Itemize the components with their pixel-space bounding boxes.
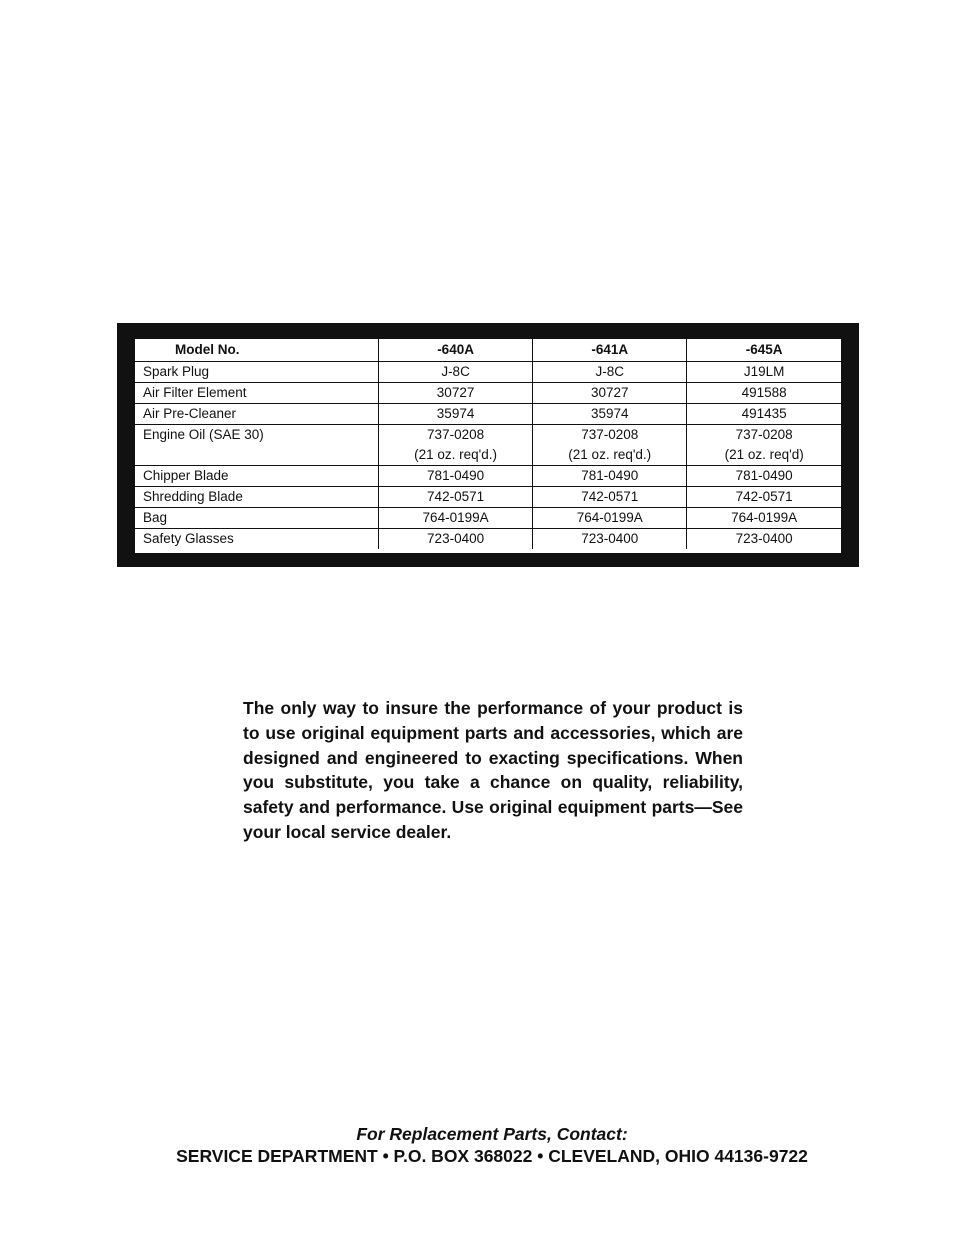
part-name-cell: Shredding Blade xyxy=(135,487,379,508)
part-number: 737-0208 xyxy=(581,427,639,442)
part-number: J-8C xyxy=(441,364,470,379)
part-number-cell xyxy=(533,362,687,383)
part-number-cell xyxy=(687,383,841,404)
header-model-no: Model No. xyxy=(135,339,379,362)
parts-table-frame xyxy=(117,323,859,567)
quantity-note: (21 oz. req'd.) xyxy=(414,447,498,462)
part-number-cell xyxy=(379,383,533,404)
part-number-cell xyxy=(533,404,687,425)
part-number: 742-0571 xyxy=(581,489,639,504)
part-number-cell xyxy=(533,383,687,404)
part-number: 35974 xyxy=(436,406,475,421)
table-row xyxy=(135,466,841,487)
part-number: 737-0208 xyxy=(427,427,485,442)
header-model-640a: -640A xyxy=(379,339,533,362)
table-row xyxy=(135,425,841,466)
part-number-cell xyxy=(379,508,533,529)
table-row xyxy=(135,529,841,550)
table-row xyxy=(135,508,841,529)
table-header-row xyxy=(135,339,841,362)
part-number: 781-0490 xyxy=(427,468,485,483)
quantity-note: (21 oz. req'd) xyxy=(724,447,804,462)
part-number: 737-0208 xyxy=(735,427,793,442)
part-name-cell: Air Filter Element xyxy=(135,383,379,404)
part-number: 742-0571 xyxy=(735,489,793,504)
part-name-cell: Air Pre-Cleaner xyxy=(135,404,379,425)
part-number: 30727 xyxy=(590,385,629,400)
part-number: 742-0571 xyxy=(427,489,485,504)
part-number: J-8C xyxy=(595,364,624,379)
part-number-cell xyxy=(687,508,841,529)
part-number-cell xyxy=(687,529,841,550)
part-number-cell xyxy=(533,508,687,529)
table-row xyxy=(135,404,841,425)
part-number-cell xyxy=(379,466,533,487)
quantity-note: (21 oz. req'd.) xyxy=(568,447,652,462)
part-number: 781-0490 xyxy=(581,468,639,483)
part-number: 723-0400 xyxy=(581,531,639,546)
part-name-cell: Bag xyxy=(135,508,379,529)
table-row xyxy=(135,487,841,508)
part-number: 491588 xyxy=(741,385,787,400)
original-parts-notice: The only way to insure the performance of your product is to use original equipment parts and accessories, which are designed and engineered to exacting specifications. When you substitute, you take a chance on quality, reliability, safety and performance. Use original equipment parts—See your local service dealer. xyxy=(243,698,743,842)
part-number-cell xyxy=(379,425,533,466)
part-name-cell: Spark Plug xyxy=(135,362,379,383)
part-number: 723-0400 xyxy=(427,531,485,546)
table-row xyxy=(135,362,841,383)
header-model-641a: -641A xyxy=(533,339,687,362)
part-number-cell xyxy=(379,404,533,425)
part-name-cell: Chipper Blade xyxy=(135,466,379,487)
part-number: 491435 xyxy=(741,406,787,421)
part-number-cell xyxy=(687,404,841,425)
part-number-cell xyxy=(379,362,533,383)
part-number-cell xyxy=(379,529,533,550)
contact-address: SERVICE DEPARTMENT • P.O. BOX 368022 • CLEVELAND, OHIO 44136-9722 xyxy=(176,1146,808,1166)
part-number: 764-0199A xyxy=(731,510,798,525)
replacement-parts-table xyxy=(135,339,841,549)
part-number-cell xyxy=(687,466,841,487)
part-number: J19LM xyxy=(743,364,785,379)
part-number: 30727 xyxy=(436,385,475,400)
part-number-cell xyxy=(533,529,687,550)
parts-table-container xyxy=(135,339,841,553)
part-number-cell xyxy=(533,466,687,487)
part-name-cell: Safety Glasses xyxy=(135,529,379,550)
part-number: 723-0400 xyxy=(735,531,793,546)
part-number-cell xyxy=(687,425,841,466)
part-number-cell xyxy=(533,425,687,466)
part-number: 764-0199A xyxy=(422,510,489,525)
part-name-cell: Engine Oil (SAE 30) xyxy=(135,425,379,466)
part-number: 764-0199A xyxy=(576,510,643,525)
part-number: 781-0490 xyxy=(735,468,793,483)
table-row xyxy=(135,383,841,404)
part-number-cell xyxy=(379,487,533,508)
header-model-645a: -645A xyxy=(687,339,841,362)
part-number: 35974 xyxy=(590,406,629,421)
part-number-cell xyxy=(687,362,841,383)
part-number-cell xyxy=(687,487,841,508)
contact-heading: For Replacement Parts, Contact: xyxy=(356,1124,628,1144)
part-number-cell xyxy=(533,487,687,508)
